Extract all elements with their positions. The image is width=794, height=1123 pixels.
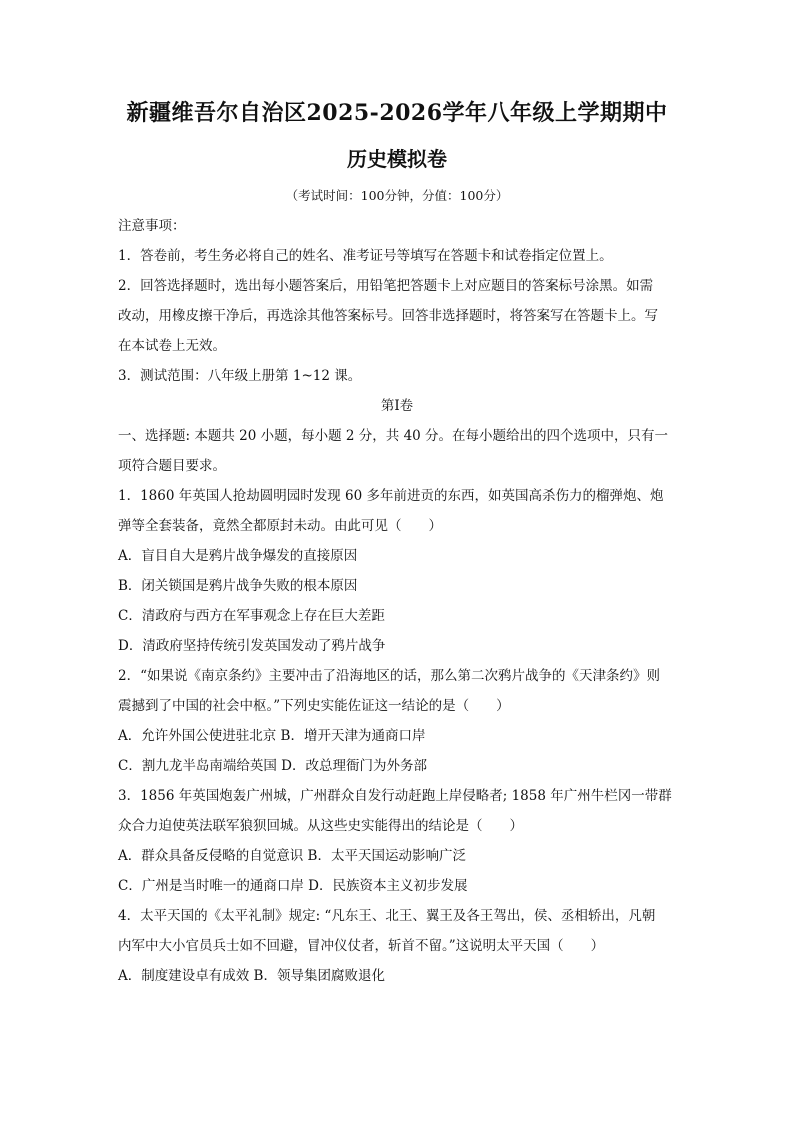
notice-item-2-line-1: 2．回答选择题时，选出每小题答案后，用铅笔把答题卡上对应题目的答案标号涂黑。如需 [118, 278, 654, 294]
question-2-options-ab: A．允许外国公使进驻北京 B．增开天津为通商口岸 [118, 728, 426, 744]
page-title: 新疆维吾尔自治区2025-2026学年八年级上学期期中 [126, 100, 668, 126]
question-1-stem-line-2: 弹等全套装备，竟然全都原封未动。由此可见（ ） [118, 518, 442, 534]
question-1-option-c: C．清政府与西方在军事观念上存在巨大差距 [118, 608, 385, 624]
question-3-options-ab: A．群众具备反侵略的自觉意识 B．太平天国运动影响广泛 [118, 848, 466, 864]
question-3-options-cd: C．广州是当时唯一的通商口岸 D．民族资本主义初步发展 [118, 878, 468, 894]
section-intro-line-1: 一、选择题: 本题共 20 小题，每小题 2 分，共 40 分。在每小题给出的四个选项中，只有一 [118, 428, 669, 444]
question-4-stem-line-2: 内军中大小官员兵士如不回避，冒冲仪仗者，斩首不留。”这说明太平天国（ ） [118, 938, 605, 954]
question-2-stem-line-2: 震撼到了中国的社会中枢。”下列史实能佐证这一结论的是（ ） [118, 698, 510, 714]
exam-info: （考试时间：100分钟，分值：100分） [285, 188, 509, 203]
question-1-option-b: B．闭关锁国是鸦片战争失败的根本原因 [118, 578, 358, 594]
notice-item-2-line-3: 在本试卷上无效。 [118, 338, 226, 354]
question-4-stem-line-1: 4．太平天国的《太平礼制》规定: “凡东王、北王、翼王及各王驾出，侯、丞相轿出，凡朝 [118, 908, 656, 924]
question-1-stem-line-1: 1．1860 年英国人抢劫圆明园时发现 60 多年前进贡的东西，如英国高杀伤力的榴弹炮、炮 [118, 488, 664, 504]
page-subtitle: 历史模拟卷 [347, 147, 447, 171]
notice-item-3: 3．测试范围：八年级上册第 1~12 课。 [118, 368, 362, 384]
question-2-stem-line-1: 2．“如果说《南京条约》主要冲击了沿海地区的话，那么第二次鸦片战争的《天津条约》则 [118, 668, 660, 684]
notice-item-1: 1．答卷前，考生务必将自己的姓名、准考证号等填写在答题卡和试卷指定位置上。 [118, 248, 613, 264]
notice-heading: 注意事项： [118, 218, 186, 234]
question-3-stem-line-1: 3．1856 年英国炮轰广州城，广州群众自发行动赶跑上岸侵略者; 1858 年广州牛栏冈一带群 [118, 788, 672, 804]
notice-item-2-line-2: 改动，用橡皮擦干净后，再选涂其他答案标号。回答非选择题时，将答案写在答题卡上。写 [118, 308, 658, 324]
question-2-options-cd: C．割九龙半岛南端给英国 D．改总理衙门为外务部 [118, 758, 427, 774]
question-3-stem-line-2: 众合力迫使英法联军狼狈回城。从这些史实能得出的结论是（ ） [118, 818, 523, 834]
question-1-option-d: D．清政府坚持传统引发英国发动了鸦片战争 [118, 638, 386, 654]
question-4-options-ab: A．制度建设卓有成效 B．领导集团腐败退化 [118, 968, 385, 984]
question-1-option-a: A．盲目自大是鸦片战争爆发的直接原因 [118, 548, 358, 564]
section-intro-line-2: 项符合题目要求。 [118, 458, 226, 474]
volume-heading: 第Ⅰ卷 [380, 398, 414, 414]
